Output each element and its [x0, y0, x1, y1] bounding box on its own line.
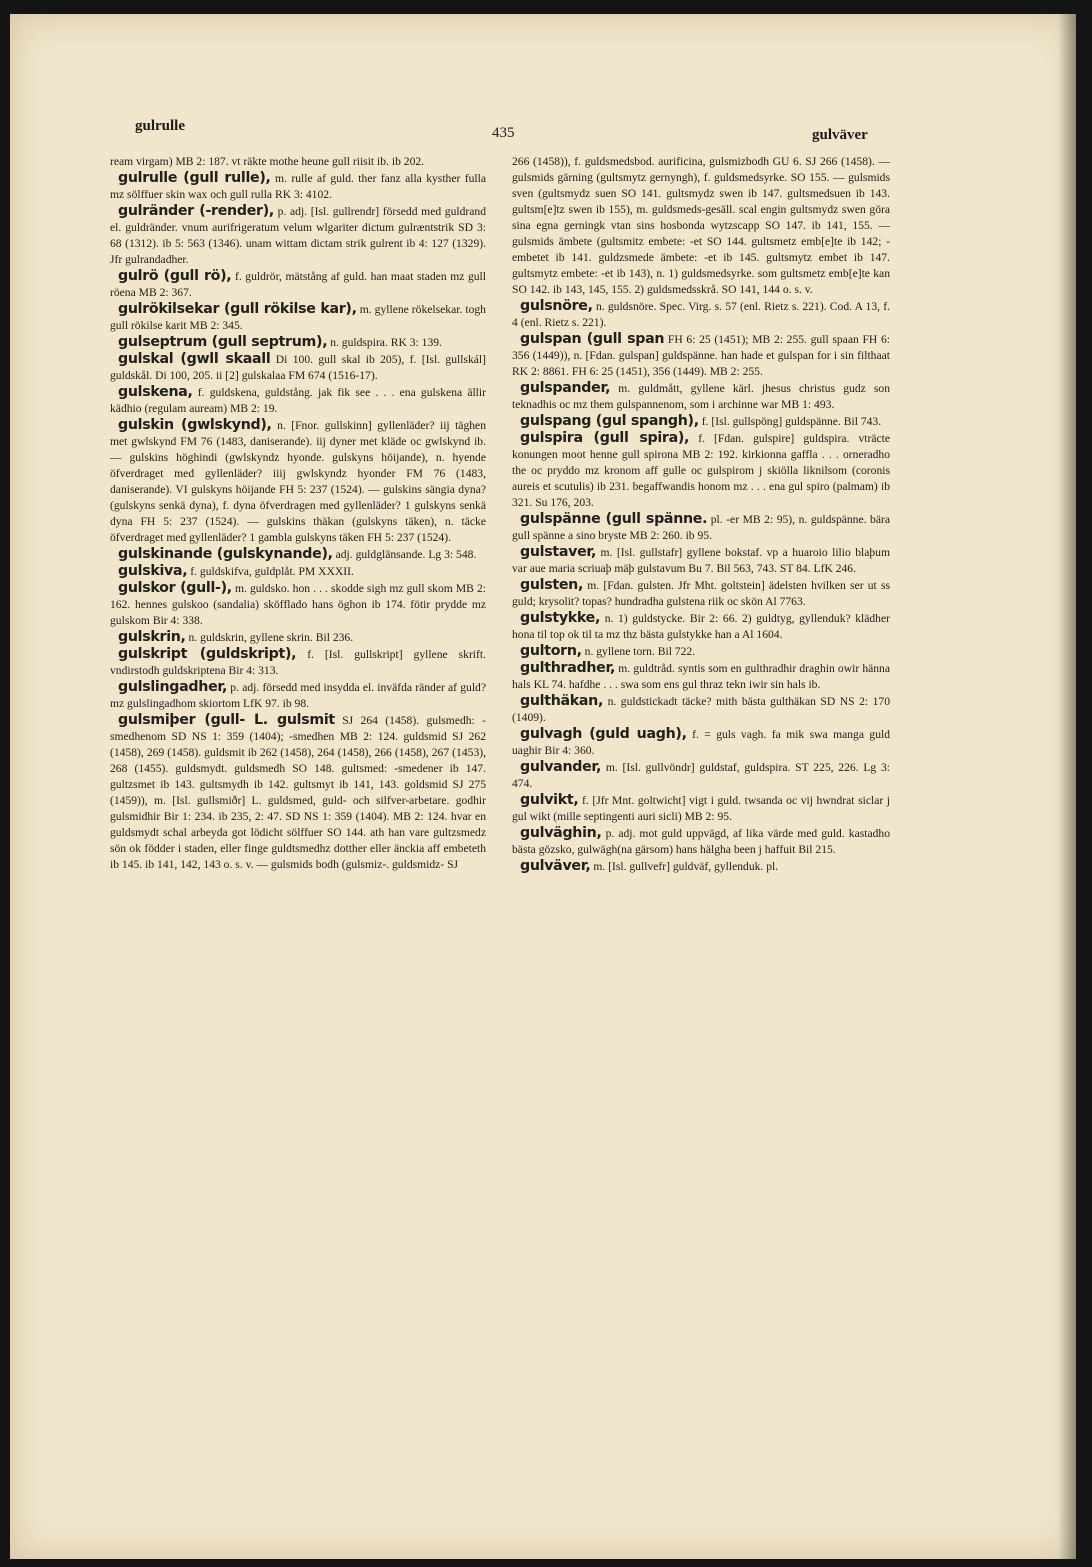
- entry-text: f. guldskifva, guldplåt. PM XXXII.: [187, 565, 354, 578]
- entry-text: m. gyllene rökelsekar. togh gull rökilse karit MB 2: 345.: [110, 303, 486, 332]
- entry-text: n. 1) guldstycke. Bir 2: 66. 2) guldtyg, gyllenduk? klädher hona til top ok til ta mz thz bästa gulstykke han a Al 1604.: [512, 612, 890, 641]
- entry-text: n. [Fnor. gullskinn] gyllenläder? iij täghen met gwlskynd FM 76 (1483, daniserande). iij dyner met kläde oc gwlskynd ib. — gulskins höghindi (gwlskyndz hyonde. gulskyns höijande), n. hyende öfverdraget med gyllenläder? iiij gwlskyndz hyonder FM 76 (1483, daniserande). VI gulskyns höijande FH 5: 237 (1524). — gulskins sängia dyna? (gulskyns senkä dyna), f. dyna öfverdragen med gyllenläder? 1 gulskyns senkä dyna FH 5: 237 (1524). — gulskins thäkan (gulskyns täken), n. täcke öfverdraget med gyllenläder? 1 gambla gulskyns täken FH 5: 237 (1524).: [110, 419, 486, 544]
- dictionary-entry: [110, 203, 486, 268]
- entry-text: n. guldskrin, gyllene skrin. Bil 236.: [185, 631, 354, 644]
- entry-text: n. guldsnöre. Spec. Virg. s. 57 (enl. Rietz s. 221). Cod. A 13, f. 4 (enl. Rietz s. 221).: [512, 300, 890, 329]
- dictionary-entry: [110, 712, 486, 873]
- entry-headword: gultorn,: [520, 643, 582, 659]
- entry-text: m. guldsko. hon . . . skodde sigh mz gull skom MB 2: 162. hennes gulskoo (sandalia) sköfflado hans öghon ib 174. fötir prydde mz gulskom Bir 4: 338.: [110, 582, 486, 627]
- dictionary-entry: [512, 430, 890, 511]
- dictionary-entry: [512, 298, 890, 331]
- entry-headword: gulsten,: [520, 577, 584, 593]
- page-number: 435: [492, 125, 515, 141]
- entry-text: f. [Isl. gullskript] gyllene skrift. vndirstodh guldskriptena Bir 4: 313.: [110, 648, 487, 677]
- entry-headword: gulskinande (gulskynande),: [118, 546, 333, 562]
- dictionary-entry: [512, 693, 890, 726]
- entry-headword: gulväver,: [520, 858, 591, 874]
- entry-headword: gulstaver,: [520, 544, 597, 560]
- right-column: [512, 154, 890, 875]
- dictionary-entry: [110, 334, 486, 351]
- entry-text: m. [Fdan. gulsten. Jfr Mht. goltstein] ädelsten hvilken ser ut ss guld; krysolit? topas? hundradha gulstena riik oc skön Al 7763.: [512, 579, 890, 608]
- left-column: [110, 154, 486, 873]
- dictionary-entry: [110, 417, 486, 546]
- entry-text: SJ 264 (1458). gulsmedh: -smedhenom SD NS 1: 359 (1404); -smedhen MB 2: 124. guldsmid SJ 262 (1458), 269 (1458). guldsmit ib 262 (1458), 264 (1458), 266 (1458), 267 (1453), 268 (1455). guldsmydt. guldsmedh SO 148. gultsmed: -smedener ib 147. gultzsmet ib 143. gultsmydh ib 142. gultsmyt ib 141, 143. goldsmid SJ 275 (1459)), m. [Isl. gullsmiðr] L. guldsmed, guld- och silfver-arbetare. godhir gulsmidhir Bir 1: 234. ib 235, 2: 47. SD NS 1: 359 (1404). MB 2: 124. hvar en guldsmydt schal arbeyda got lödicht sölffuer SO 144. ath han vare gultzsmedz sön ok födder i staden, eller finge guldtsmedhz dotther eller änckia aff embeteth ib 145. ib 141, 142, 143 o. s. v. — gulsmids bodh (gulsmiz-. guldsmidz- SJ: [110, 714, 486, 871]
- dictionary-entry: [512, 726, 890, 759]
- entry-headword: gulvikt,: [520, 792, 579, 808]
- entry-text: f. [Isl. gullspöng] guldspänne. Bil 743.: [698, 415, 882, 428]
- dictionary-entry: [512, 331, 890, 380]
- entry-text: ream virgam) MB 2: 187. vt räkte mothe heune gull riisit ib. ib 202.: [110, 155, 425, 168]
- dictionary-entry: [110, 679, 486, 712]
- dictionary-entry: [512, 858, 890, 875]
- entry-text: m. [Isl. gullstafr] gyllene bokstaf. vp a huaroio lilio blaþum var aue maria scriuaþ mäþ gulstavum Bu 7. Bil 563, 743. ST 84. LfK 246.: [512, 546, 890, 575]
- entry-headword: gulskena,: [118, 384, 193, 400]
- dictionary-entry: [512, 544, 890, 577]
- entry-text: pl. -er MB 2: 95), n. guldspänne. bära gull spänne a sino bryste MB 2: 260. ib 95.: [512, 513, 891, 542]
- dictionary-entry: [110, 268, 486, 301]
- page-edge-shadow: [1058, 14, 1076, 1559]
- dictionary-entry: [110, 629, 486, 646]
- entry-text: f. [Fdan. gulspire] guldspira. vträcte konungen moot henne gull spirona MB 2: 192. kirkionna gaffla . . . orneradho the oc pryddo mz kronom aff gulle oc gulspirom j skiölla liknilsom (coronis aureis et scutulis) ib 231. begaffwandis honom mz . . . ena gul spiro (palmam) ib 321. Su 176, 203.: [512, 432, 890, 509]
- entry-headword: gulthäkan,: [520, 693, 604, 709]
- dictionary-entry: [512, 759, 890, 792]
- entry-headword: gulväghin,: [520, 825, 602, 841]
- entry-headword: gulthradher,: [520, 660, 616, 676]
- running-header-right: gulväver: [812, 127, 868, 143]
- entry-text: f. guldskena, guldstång. jak fik see . . . ena gulskena ällir kädhio (regulam auream) MB 2: 19.: [110, 386, 486, 415]
- entry-headword: gulränder (-render),: [118, 203, 275, 219]
- entry-text: FH 6: 25 (1451); MB 2: 255. gull spaan FH 6: 356 (1449)), n. [Fdan. gulspan] guldspänne. han hade et gulspan for i sin filthaat RK 2: 8861. FH 6: 25 (1451), 356 (1449). MB 2: 255.: [512, 333, 890, 378]
- entry-headword: gulspänne (gull spänne.: [520, 511, 708, 527]
- entry-headword: gulsmiþer (gull- L. gulsmit: [118, 712, 335, 728]
- entry-text: f. = guls vagh. fa mik swa manga guld uaghir Bir 4: 360.: [512, 728, 891, 757]
- entry-text: m. [Isl. gullvefr] guldväf, gyllenduk. pl.: [590, 860, 779, 873]
- entry-headword: gulstykke,: [520, 610, 601, 626]
- entry-continuation: [110, 154, 486, 170]
- entry-text: 266 (1458)), f. guldsmedsbod. aurificina, gulsmizbodh GU 6. SJ 266 (1458). — gulsmids gärning (gultsmytz gernyngh), f. guldsmedsyrke. SO 155. — gulsmids sven (gultsmydz suen SO 141. gultsmydz swen ib 147. gultsmedsuen ib 143. gultsm[e]tz swen ib 155), m. guldsmeds-gesäll. scal engin gultsmydz swen göra sina egna gerningk vtan sins hosbonda wytzscapp SO 147. ib 141, 155. — gulsmids ämbete (gultsmitz embete: -et SO 144. gultsmetz emb[e]te ib 142; -embetet ib 141. guldzsmede ämbete: -et ib 145. gultsmytz embet ib 147. gultsmytz embete: -et ib 143), n. 1) guldsmedsyrke. som gultsmetz emb[e]te kan SO 142. ib 143, 145, 155. 2) guldsmedsskrå. SO 141, 144 o. s. v.: [512, 155, 890, 296]
- entry-headword: gulseptrum (gull septrum),: [118, 334, 328, 350]
- dictionary-entry: [110, 646, 486, 679]
- entry-headword: gulskiva,: [118, 563, 188, 579]
- dictionary-entry: [110, 580, 486, 629]
- dictionary-entry: [512, 610, 890, 643]
- entry-headword: gulspira (gull spira),: [520, 430, 690, 446]
- dictionary-entry: [110, 351, 486, 384]
- entry-text: p. adj. mot guld uppvägd, af lika värde med guld. kastadho bästa gözsko, gulwägh(na gärsom) hans hälgha been j haffuit Bil 215.: [512, 827, 890, 856]
- entry-headword: gulskal (gwll skaall: [118, 351, 271, 367]
- entry-text: m. rulle af guld. ther fanz alla kysther fulla mz sölffuer skin wax och gull rulla RK 3: 4102.: [110, 172, 486, 201]
- entry-headword: gulslingadher,: [118, 679, 228, 695]
- entry-text: f. guldrör, mätstång af guld. han maat staden mz gull röena MB 2: 367.: [110, 270, 486, 299]
- dictionary-entry: [110, 546, 486, 563]
- dictionary-entry: [512, 825, 890, 858]
- dictionary-entry: [110, 170, 486, 203]
- dictionary-entry: [512, 380, 890, 413]
- entry-headword: gulsnöre,: [520, 298, 593, 314]
- entry-text: n. gyllene torn. Bil 722.: [581, 645, 696, 658]
- dictionary-entry: [512, 413, 890, 430]
- entry-text: n. guldstickadt täcke? mith bästa gulthäkan SD NS 2: 170 (1409).: [512, 695, 890, 724]
- dictionary-entry: [110, 301, 486, 334]
- entry-text: adj. guldglänsande. Lg 3: 548.: [332, 548, 477, 561]
- entry-text: m. [Isl. gullvöndr] guldstaf, guldspira. ST 225, 226. Lg 3: 474.: [512, 761, 890, 790]
- entry-text: p. adj. [Isl. gullrendr] försedd med guldrand el. guldränder. vnum aurifrigeratum velum wlgariter dictum gulræntstrik SD 3: 68 (1312). ib 5: 563 (1346). unam wittam dictam strik gulrent ib 4: 127 (1329). Jfr gulrandadher.: [110, 205, 487, 266]
- entry-text: n. guldspira. RK 3: 139.: [327, 336, 442, 349]
- entry-headword: gulspander,: [520, 380, 611, 396]
- dictionary-entry: [110, 563, 486, 580]
- entry-text: m. guldtråd. syntis som en gulthradhir draghin owir hänna hals KL 74. hafdhe . . . swa som ens gul thraz tekn iwir sin hals ib.: [512, 662, 890, 691]
- entry-text: f. [Jfr Mnt. goltwicht] vigt i guld. twsanda oc vij hwndrat siclar j gul wikt (mille septingenti auri sicli) MB 2: 95.: [512, 794, 890, 823]
- entry-text: m. guldmått, gyllene kärl. jhesus christus gudz son teknadhis oc mz them gulspannenom, som i archinne war MB 1: 493.: [512, 382, 890, 411]
- dictionary-entry: [512, 792, 890, 825]
- entry-headword: gulrökilsekar (gull rökilse kar),: [118, 301, 357, 317]
- entry-headword: gulrulle (gull rulle),: [118, 170, 271, 186]
- entry-headword: gulskor (gull-),: [118, 580, 232, 596]
- entry-headword: gulvander,: [520, 759, 602, 775]
- entry-headword: gulspang (gul spangh),: [520, 413, 699, 429]
- entry-headword: gulskrin,: [118, 629, 186, 645]
- dictionary-entry: [512, 643, 890, 660]
- entry-continuation: [512, 154, 890, 298]
- entry-headword: gulskin (gwlskynd),: [118, 417, 272, 433]
- entry-text: p. adj. försedd med insydda el. inväfda ränder af guld? mz gulslingadhom skiortom LfK 97. ib 98.: [110, 681, 486, 710]
- dictionary-entry: [110, 384, 486, 417]
- dictionary-entry: [512, 660, 890, 693]
- entry-headword: gulspan (gull span: [520, 331, 665, 347]
- dictionary-entry: [512, 577, 890, 610]
- entry-headword: gulvagh (guld uagh),: [520, 726, 687, 742]
- entry-headword: gulskript (guldskript),: [118, 646, 297, 662]
- entry-text: Di 100. gull skal ib 205), f. [Isl. gullskál] guldskål. Di 100, 205. ii [2] gulskalaa FM 674 (1516-17).: [110, 353, 486, 382]
- running-header-left: gulrulle: [135, 118, 186, 134]
- entry-headword: gulrö (gull rö),: [118, 268, 232, 284]
- dictionary-entry: [512, 511, 890, 544]
